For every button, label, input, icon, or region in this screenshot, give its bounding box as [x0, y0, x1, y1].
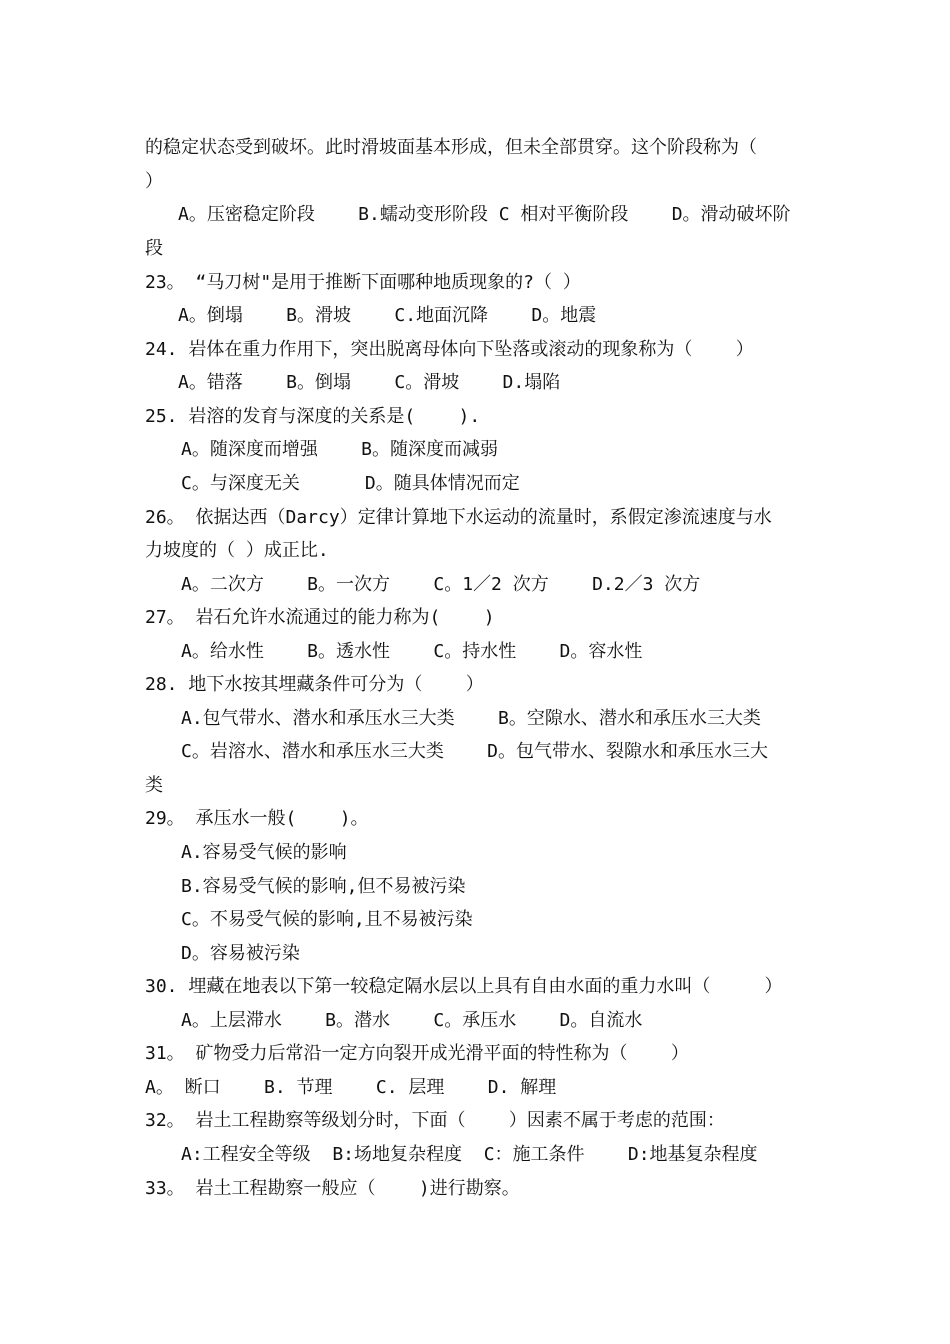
option-line: C。与深度无关 D。随具体情况而定 [181, 473, 520, 494]
text-line: 的稳定状态受到破坏。此时滑坡面基本形成，但未全部贯穿。这个阶段称为（ [145, 137, 757, 158]
option-line: A。压密稳定阶段 B.蠕动变形阶段 C 相对平衡阶段 D。滑动破坏阶 [178, 204, 791, 225]
text-line: 力坡度的（ ）成正比. [145, 540, 329, 561]
option-line: B.容易受气候的影响,但不易被污染 [181, 876, 466, 897]
question-32: 32。 岩土工程勘察等级划分时，下面（ ）因素不属于考虑的范围： [145, 1110, 725, 1131]
option-line: A。二次方 B。一次方 C。1／2 次方 D.2／3 次方 [181, 574, 701, 595]
text-line: 段 [145, 238, 163, 259]
question-31: 31。 矿物受力后常沿一定方向裂开成光滑平面的特性称为（ ） [145, 1043, 689, 1064]
question-27: 27。 岩石允许水流通过的能力称为( ) [145, 607, 495, 628]
option-line: A:工程安全等级 B:场地复杂程度 C：施工条件 D:地基复杂程度 [181, 1144, 758, 1165]
question-33: 33。 岩土工程勘察一般应（ )进行勘察。 [145, 1178, 520, 1199]
question-29: 29。 承压水一般( )。 [145, 808, 369, 829]
option-line: A.容易受气候的影响 [181, 842, 347, 863]
option-line: A。倒塌 B。滑坡 C.地面沉降 D。地震 [178, 305, 597, 326]
option-line: A。 断口 B. 节理 C. 层理 D. 解理 [145, 1077, 557, 1098]
question-30: 30. 埋藏在地表以下第一较稳定隔水层以上具有自由水面的重力水叫（ ） [145, 976, 783, 997]
option-line: C。不易受气候的影响,且不易被污染 [181, 909, 473, 930]
question-25: 25. 岩溶的发育与深度的关系是( ). [145, 406, 481, 427]
option-line: A。错落 B。倒塌 C。滑坡 D.塌陷 [178, 372, 561, 393]
question-26: 26。 依据达西（Darcy）定律计算地下水运动的流量时，系假定渗流速度与水 [145, 507, 772, 528]
option-line: C。岩溶水、潜水和承压水三大类 D。包气带水、裂隙水和承压水三大 [181, 741, 769, 762]
option-line: A。随深度而增强 B。随深度而减弱 [181, 439, 499, 460]
question-24: 24. 岩体在重力作用下，突出脱离母体向下坠落或滚动的现象称为（ ） [145, 339, 754, 360]
question-28: 28. 地下水按其埋藏条件可分为（ ） [145, 674, 484, 695]
question-23: 23。 “马刀树"是用于推断下面哪种地质现象的?（ ） [145, 272, 581, 293]
text-line: 类 [145, 775, 163, 796]
option-line: A。上层滞水 B。潜水 C。承压水 D。自流水 [181, 1010, 643, 1031]
option-line: D。容易被污染 [181, 943, 300, 964]
option-line: A。给水性 B。透水性 C。持水性 D。容水性 [181, 641, 643, 662]
text-line: ） [145, 171, 163, 192]
option-line: A.包气带水、潜水和承压水三大类 B。空隙水、潜水和承压水三大类 [181, 708, 761, 729]
